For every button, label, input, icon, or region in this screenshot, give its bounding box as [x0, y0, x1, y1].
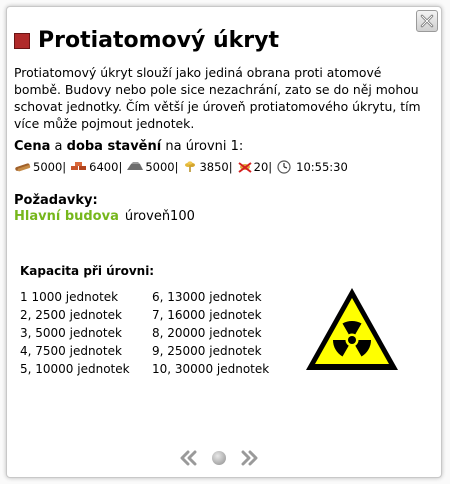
clay-brick-icon: [70, 161, 88, 173]
pager: [178, 450, 260, 466]
wood-icon: [14, 161, 32, 173]
capacity-heading: Kapacita při úrovni:: [20, 264, 155, 278]
building-description: Protiatomový úkryt slouží jako jediná obrana proti atomové bombě. Budovy nebo pole sice nezachrání, zato se do něj mohou schovat jednotky. Čím větší je úroveň protiatomového úkrytu, tím více může pojmout jednotek.: [14, 65, 421, 131]
crop-icon: [182, 161, 198, 173]
clock-icon: [276, 160, 292, 174]
capacity-cell: 5, 10000 jednotek: [20, 362, 130, 376]
capacity-table: [20, 289, 292, 378]
page-indicator-dot[interactable]: [212, 451, 226, 465]
cost-row: [14, 160, 352, 174]
resource-iron: 5000 |: [126, 160, 178, 174]
build-time-label: doba stavění: [66, 139, 162, 154]
crop-consumption-icon: [237, 161, 253, 173]
capacity-cell: 8, 20000 jednotek: [152, 326, 262, 340]
requirements-row: [14, 209, 195, 224]
page-title: Protiatomový úkryt: [38, 28, 280, 53]
title-bullet-icon: [14, 33, 30, 49]
cost-level-label: na úrovni 1:: [165, 139, 244, 154]
cost-and-label: a: [54, 139, 63, 154]
capacity-cell: 6, 13000 jednotek: [152, 290, 262, 304]
requirements-heading: Požadavky:: [14, 193, 98, 208]
radiation-warning-icon: [302, 284, 402, 378]
build-time: 10:55:30: [276, 160, 348, 174]
capacity-cell: 1 1000 jednotek: [20, 290, 119, 304]
capacity-cell: 4, 7500 jednotek: [20, 344, 122, 358]
dialog-title: [14, 28, 279, 53]
resource-crop-consumption: 20 |: [237, 160, 273, 174]
resource-crop: 3850 |: [182, 160, 232, 174]
capacity-cell: 7, 16000 jednotek: [152, 308, 262, 322]
capacity-cell: 10, 30000 jednotek: [152, 362, 270, 376]
previous-page-button[interactable]: [178, 450, 200, 466]
resource-clay: 6400 |: [70, 160, 122, 174]
cost-heading: [14, 139, 243, 154]
main-building-link[interactable]: Hlavní budova: [14, 209, 119, 224]
cost-label: Cena: [14, 139, 51, 154]
next-page-button[interactable]: [238, 450, 260, 466]
close-icon: [420, 14, 434, 28]
close-button[interactable]: [416, 10, 438, 32]
resource-wood: 5000 |: [14, 160, 66, 174]
capacity-cell: 3, 5000 jednotek: [20, 326, 122, 340]
capacity-cell: 2, 2500 jednotek: [20, 308, 122, 322]
requirement-level: úroveň100: [124, 209, 195, 224]
iron-icon: [126, 161, 144, 173]
capacity-cell: 9, 25000 jednotek: [152, 344, 262, 358]
